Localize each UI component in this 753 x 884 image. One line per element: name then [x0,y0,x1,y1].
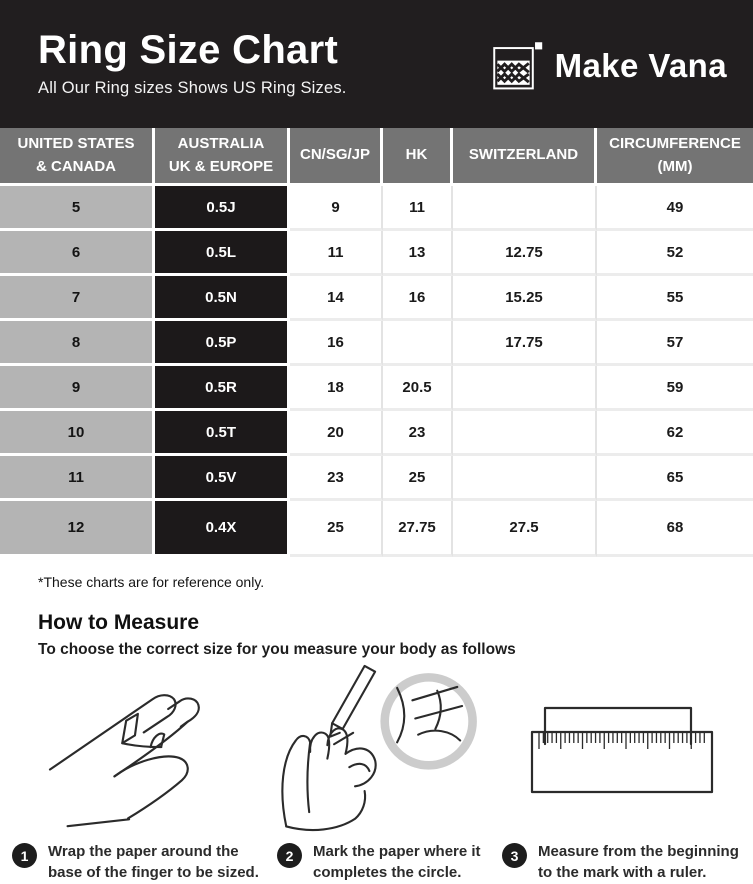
table-cell: 0.4X [155,501,290,557]
table-cell: 62 [597,411,753,456]
step-3 [490,837,753,884]
makevana-monogram-icon [492,38,544,94]
step-3-illustration-area [490,663,753,837]
table-cell: 16 [383,276,453,321]
table-cell: 18 [290,366,383,411]
table-cell: 27.5 [453,501,597,557]
table-cell: 25 [383,456,453,501]
table-cell: 0.5N [155,276,290,321]
table-cell: 68 [597,501,753,557]
table-cell: 0.5L [155,231,290,276]
table-cell: 5 [0,186,155,231]
brand [492,38,727,94]
table-cell: 12.75 [453,231,597,276]
column-header-circumference-mm: CIRCUMFERENCE (MM) [597,128,753,186]
table-row [0,321,753,366]
table-cell: 8 [0,321,155,366]
table-cell: 52 [597,231,753,276]
column-header-switzerland: SWITZERLAND [453,128,597,186]
column-header-hk: HK [383,128,453,186]
table-cell: 12 [0,501,155,557]
table-cell: 6 [0,231,155,276]
table-cell: 57 [597,321,753,366]
table-cell [453,456,597,501]
page-title: Ring Size Chart [38,28,339,72]
table-cell: 7 [0,276,155,321]
table-cell: 11 [0,456,155,501]
hand-marking-with-pen-illustration-icon [269,664,487,836]
table-cell: 14 [290,276,383,321]
step-3-block [490,663,753,884]
table-body [0,186,753,557]
step-2-number-badge: 2 [277,843,302,868]
table-cell: 55 [597,276,753,321]
column-header-australia-uk-europe: AUSTRALIA UK & EUROPE [155,128,290,186]
table-cell [453,186,597,231]
table-row [0,276,753,321]
step-2-text: Mark the paper where it completes the circle. [313,843,481,882]
header-banner [0,0,753,128]
table-cell: 20 [290,411,383,456]
table-cell: 23 [290,456,383,501]
table-cell: 0.5R [155,366,290,411]
table-cell: 13 [383,231,453,276]
table-cell: 27.75 [383,501,453,557]
step-1-text: Wrap the paper around the base of the finger to be sized. [48,843,259,882]
table-cell: 65 [597,456,753,501]
footnote: *These charts are for reference only. [38,574,265,590]
table-cell: 59 [597,366,753,411]
column-header-cn-sg-jp: CN/SG/JP [290,128,383,186]
brand-name: Make Vana [554,47,727,84]
table-cell: 0.5V [155,456,290,501]
step-3-number-badge: 3 [502,843,527,868]
how-to-heading: How to Measure [38,611,200,634]
table-cell: 25 [290,501,383,557]
table-cell: 20.5 [383,366,453,411]
step-2 [265,837,490,884]
step-2-illustration-area [265,663,490,837]
table-cell: 11 [290,231,383,276]
step-1-illustration-area [0,663,265,837]
table-cell [453,366,597,411]
table-cell [453,411,597,456]
hand-with-paper-illustration-icon [39,667,227,833]
table-header-row [0,128,753,186]
step-3-text: Measure from the beginning to the mark with a ruler. [538,843,739,882]
ring-size-table [0,128,753,557]
step-1-block [0,663,265,884]
table-cell: 0.5T [155,411,290,456]
table-cell: 9 [290,186,383,231]
column-header-us-canada: UNITED STATES & CANADA [0,128,155,186]
table-row [0,231,753,276]
table-cell: 0.5J [155,186,290,231]
banner-titles [38,30,347,98]
table-cell [383,321,453,366]
table-row [0,186,753,231]
page-subtitle: All Our Ring sizes Shows US Ring Sizes. [38,79,347,97]
how-to-steps [0,663,753,884]
table-row [0,411,753,456]
how-to-measure-section [0,611,753,884]
step-1-number-badge: 1 [12,843,37,868]
table-cell: 16 [290,321,383,366]
table-cell: 49 [597,186,753,231]
ruler-illustration-icon [529,704,715,796]
how-to-subheading: To choose the correct size for you measure your body as follows [38,641,516,658]
table-cell: 9 [0,366,155,411]
table-row [0,501,753,557]
ruler-ticks [539,733,704,749]
table-cell: 15.25 [453,276,597,321]
step-1 [0,837,265,884]
table-row [0,366,753,411]
table-cell: 23 [383,411,453,456]
step-2-block [265,663,490,884]
table-row [0,456,753,501]
table-cell: 10 [0,411,155,456]
table-cell: 0.5P [155,321,290,366]
table-cell: 11 [383,186,453,231]
table-cell: 17.75 [453,321,597,366]
